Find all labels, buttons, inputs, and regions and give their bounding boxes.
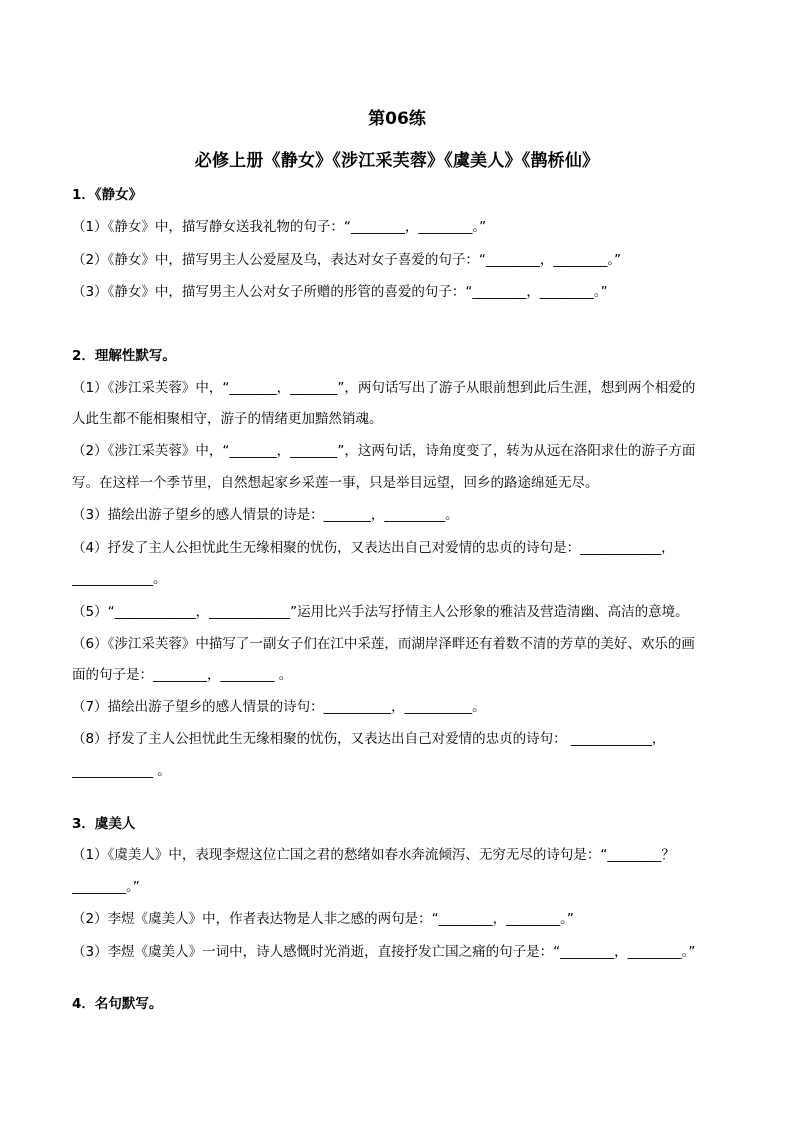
question-line: （1）《静女》中，描写静女送我礼物的句子：“________，________。”	[72, 219, 487, 235]
section-heading-4: 4．名句默写。	[72, 996, 163, 1012]
section-heading-1: 1．《静女》	[72, 187, 143, 203]
question-line: ________。”	[72, 879, 140, 895]
question-line: ____________ 。	[72, 763, 171, 779]
question-line: （1）《涉江采芙蓉》中，“_______，_______”，两句话写出了游子从眼前想到此后生涯，想到两个相爱的	[72, 380, 696, 396]
question-line: （6）《涉江采芙蓉》中描写了一副女子们在江中采莲，而湖岸泽畔还有着数不清的芳草的美好、欢乐的画	[72, 636, 695, 652]
question-line: （1）《虞美人》中，表现李煜这位亡国之君的愁绪如春水奔流倾泻、无穷无尽的诗句是：“________？	[72, 847, 675, 863]
question-line: （7）描绘出游子望乡的感人情景的诗句：__________，__________。	[72, 699, 486, 715]
question-line: 面的句子是：________，________ 。	[72, 667, 293, 683]
page-title: 第06练	[368, 109, 426, 129]
section-heading-3: 3．虞美人	[72, 816, 136, 832]
page-subtitle: 必修上册《静女》《涉江采芙蓉》《虞美人》《鹊桥仙》	[194, 151, 600, 171]
question-line: （3）《静女》中，描写男主人公对女子所赠的彤管的喜爱的句子：“________，________。”	[72, 284, 608, 300]
question-line: （3）描绘出游子望乡的感人情景的诗是：_______，_________。	[72, 507, 459, 523]
section-heading-2: 2．理解性默写。	[72, 348, 176, 364]
question-line: （2）《静女》中，描写男主人公爱屋及乌，表达对女子喜爱的句子：“________，________。”	[72, 252, 622, 268]
question-line: （3）李煜《虞美人》一词中，诗人感慨时光消逝，直接抒发亡国之痛的句子是：“________，________。”	[72, 944, 696, 960]
question-line: ____________。	[72, 571, 167, 587]
question-line: 人此生都不能相聚相守，游子的情绪更加黯然销魂。	[72, 411, 383, 427]
question-line: （2）李煜《虞美人》中，作者表达物是人非之感的两句是：“________，________。”	[72, 911, 574, 927]
question-line: （8）抒发了主人公担忧此生无缘相聚的忧伤，又表达出自己对爱情的忠贞的诗句： ____________，	[72, 731, 666, 747]
question-line: 写。在这样一个季节里，自然想起家乡采莲一事，只是举目远望，回乡的路途绵延无尽。	[72, 475, 599, 491]
question-line: （2）《涉江采芙蓉》中，“_______，_______”，这两句话，诗角度变了，转为从远在洛阳求仕的游子方面	[72, 443, 696, 459]
question-line: （5）“____________，____________”运用比兴手法写抒情主人公形象的雅洁及营造清幽、高洁的意境。	[72, 604, 689, 620]
question-line: （4）抒发了主人公担忧此生无缘相聚的忧伤，又表达出自己对爱情的忠贞的诗句是：____________，	[72, 540, 675, 556]
